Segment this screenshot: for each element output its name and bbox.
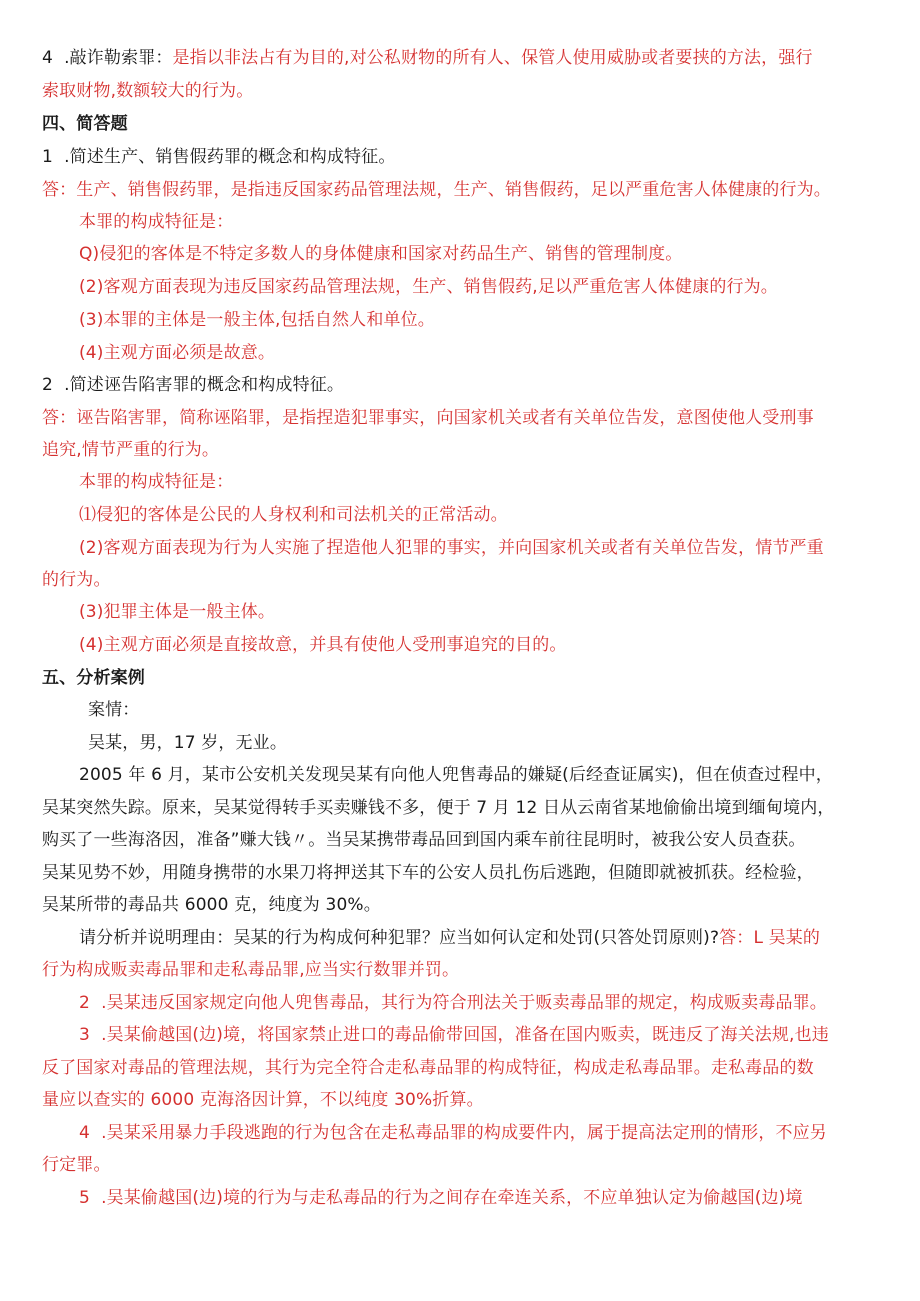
case-label: 案情： — [88, 700, 140, 720]
q1-feature-1: Q)侵犯的客体是不特定多数人的身体健康和国家对药品生产、销售的管理制度。 — [79, 244, 683, 264]
case-story-4: 吴某见势不妙，用随身携带的水果刀将押送其下车的公安人员扎伤后逃跑，但随即就被抓获。经检验， — [42, 863, 814, 883]
item4-definition: 是指以非法占有为目的,对公私财物的所有人、保管人使用威胁或者要挟的方法，强行 — [172, 48, 813, 68]
case-story-1: 2005 年 6 月，某市公安机关发现吴某有向他人兜售毒品的嫌疑(后经查证属实)，但在侦查过程中， — [79, 765, 833, 785]
case-person: 吴某，男，17 岁，无业。 — [88, 733, 287, 753]
case-answer-1: 行为构成贩卖毒品罪和走私毒品罪,应当实行数罪并罚。 — [42, 960, 460, 980]
q2-feature-3: (3)犯罪主体是一般主体。 — [79, 602, 276, 622]
q2-answer-cont: 追究,情节严重的行为。 — [42, 440, 220, 460]
case-story-3: 购买了一些海洛因，准备”赚大钱〃。当吴某携带毒品回到国内乘车前往昆明时，被我公安人员查获。 — [42, 830, 806, 850]
q2-features-intro: 本罪的构成特征是： — [79, 472, 234, 492]
q1-question: 1 .简述生产、销售假药罪的概念和构成特征。 — [42, 147, 396, 167]
item4-number: 4 — [42, 48, 53, 68]
case-answer-3-cont2: 量应以查实的 6000 克海洛因计算，不以纯度 30%折算。 — [42, 1090, 484, 1110]
q2-feature-2-cont: 的行为。 — [42, 570, 111, 590]
case-answer-4-cont: 行定罪。 — [42, 1155, 111, 1175]
case-answer-start: 答：L 吴某的 — [719, 928, 821, 948]
q2-feature-1: ⑴侵犯的客体是公民的人身权利和司法机关的正常活动。 — [79, 505, 508, 525]
item4-term: .敲诈勒索罪： — [52, 48, 173, 68]
q1-feature-3: (3)本罪的主体是一般主体,包括自然人和单位。 — [79, 310, 435, 330]
case-answer-3: 3 .吴某偷越国(边)境，将国家禁止进口的毒品偷带回国，准备在国内贩卖，既违反了海关法规,也违 — [79, 1025, 829, 1045]
case-story-5: 吴某所带的毒品共 6000 克，纯度为 30%。 — [42, 895, 381, 915]
section5-heading: 五、分析案例 — [42, 668, 145, 688]
case-answer-2: 2 .吴某违反国家规定向他人兜售毒品，其行为符合刑法关于贩卖毒品罪的规定，构成贩卖毒品罪。 — [79, 993, 827, 1013]
item4-definition-cont: 索取财物,数额较大的行为。 — [42, 81, 254, 101]
q2-feature-2: (2)客观方面表现为行为人实施了捏造他人犯罪的事实，并向国家机关或者有关单位告发，情节严重 — [79, 538, 824, 558]
q1-features-intro: 本罪的构成特征是： — [79, 212, 234, 232]
section4-heading: 四、简答题 — [42, 114, 128, 134]
item4-line1 — [42, 46, 813, 70]
case-prompt-line — [79, 926, 820, 950]
case-story-2: 吴某突然失踪。原来，吴某觉得转手买卖赚钱不多，便于 7 月 12 日从云南省某地偷偷出境到缅甸境内， — [42, 798, 835, 818]
q1-feature-2: (2)客观方面表现为违反国家药品管理法规，生产、销售假药,足以严重危害人体健康的行为。 — [79, 277, 778, 297]
case-answer-3-cont1: 反了国家对毒品的管理法规，其行为完全符合走私毒品罪的构成特征，构成走私毒品罪。走私毒品的数 — [42, 1058, 814, 1078]
q2-question: 2 .简述诬告陷害罪的概念和构成特征。 — [42, 375, 345, 395]
q1-answer: 答：生产、销售假药罪，是指违反国家药品管理法规，生产、销售假药，足以严重危害人体健康的行为。 — [42, 180, 831, 200]
q2-answer: 答：诬告陷害罪，简称诬陷罪，是指捏造犯罪事实，向国家机关或者有关单位告发，意图使他人受刑事 — [42, 408, 814, 428]
case-answer-4: 4 .吴某采用暴力手段逃跑的行为包含在走私毒品罪的构成要件内，属于提高法定刑的情形，不应另 — [79, 1123, 827, 1143]
case-answer-5: 5 .吴某偷越国(边)境的行为与走私毒品的行为之间存在牵连关系，不应单独认定为偷越国(边)境 — [79, 1188, 803, 1208]
q1-feature-4: (4)主观方面必须是故意。 — [79, 343, 276, 363]
case-prompt: 请分析并说明理由：吴某的行为构成何种犯罪？应当如何认定和处罚(只答处罚原则)? — [79, 928, 720, 948]
q2-feature-4: (4)主观方面必须是直接故意，并具有使他人受刑事追究的目的。 — [79, 635, 567, 655]
